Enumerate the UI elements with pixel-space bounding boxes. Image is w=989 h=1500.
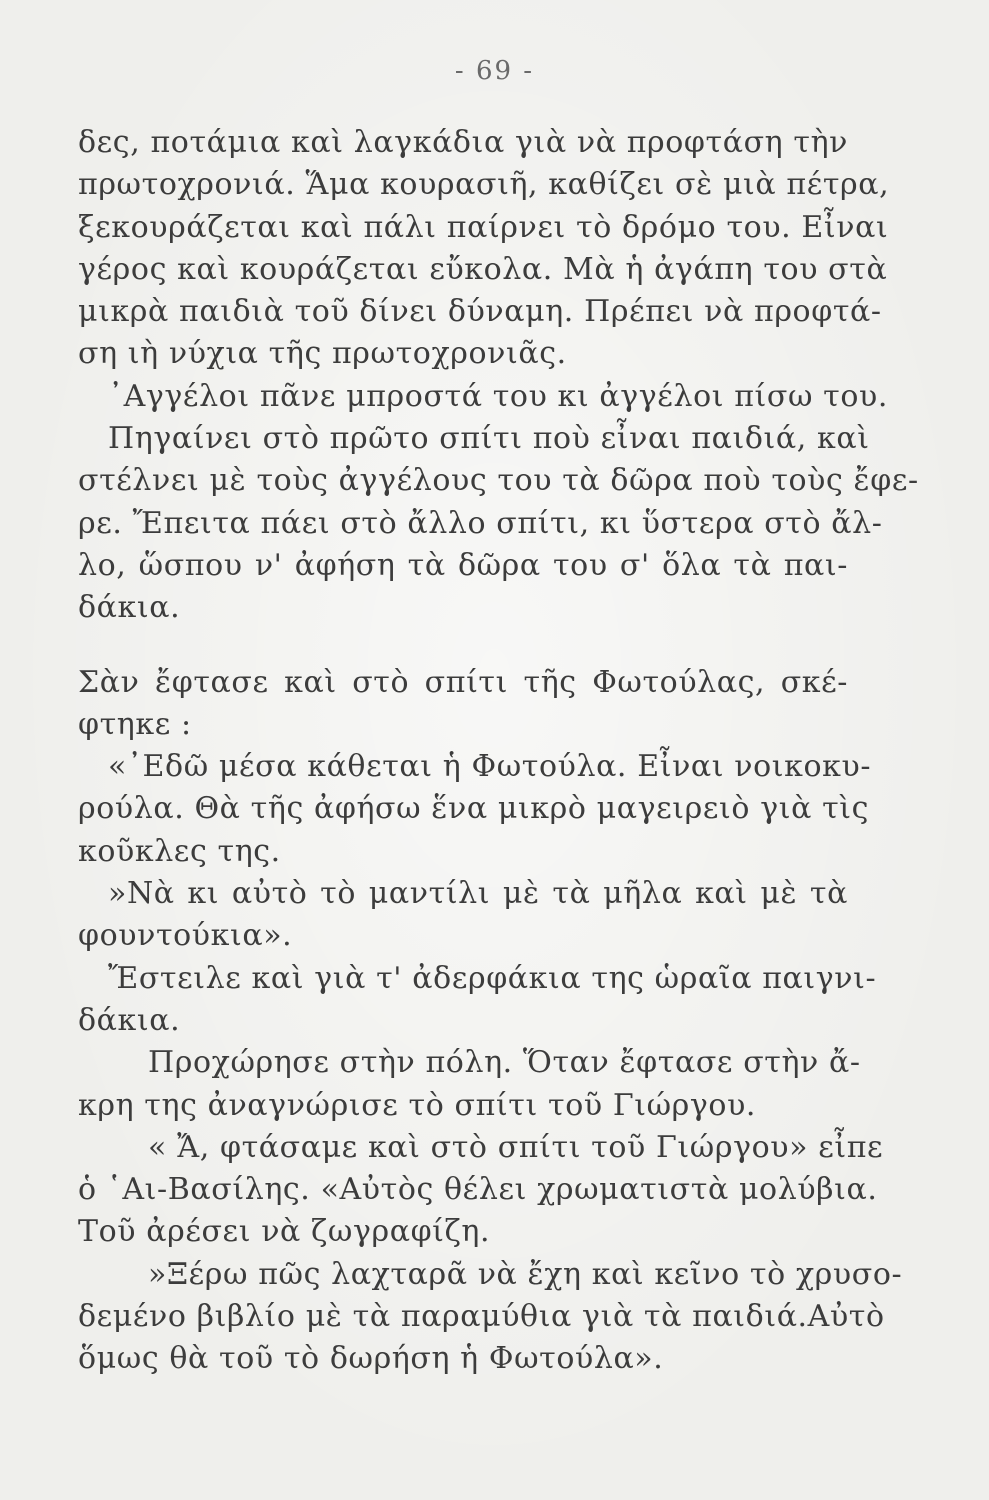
paragraph-gap [78, 630, 848, 662]
text-line: ρε. Ἔπειτα πάει στὸ ἄλλο σπίτι, κι ὕστερα στὸ ἄλ- [78, 505, 883, 541]
text-line: δάκια. [78, 1002, 181, 1038]
text-line: δεμένο βιβλίο μὲ τὰ παραμύθια γιὰ τὰ παιδιά.Αὐτὸ [78, 1299, 885, 1335]
page-number: - 69 - [454, 56, 535, 86]
text-line: ὁ ῾Αι-Βασίλης. «Αὐτὸς θέλει χρωματιστὰ μολύβια. [78, 1172, 878, 1208]
text-line: μικρὰ παιδιὰ τοῦ δίνει δύναμη. Πρέπει νὰ προφτά- [78, 294, 882, 330]
text-line: «᾽Εδῶ μέσα κάθεται ἡ Φωτούλα. Εἶναι νοικοκυ- [108, 749, 872, 785]
text-line: ὅμως θὰ τοῦ τὸ δωρήση ἡ Φωτούλα». [78, 1341, 664, 1377]
text-line: Προχώρησε στὴν πόλη. Ὅταν ἔφτασε στὴν ἄ- [148, 1045, 861, 1081]
text-line: στέλνει μὲ τοὺς ἀγγέλους του τὰ δῶρα ποὺ τοὺς ἔφε- [78, 463, 919, 499]
text-line: πρωτοχρονιά. Ἅμα κουρασιῆ, καθίζει σὲ μιὰ πέτρα, [78, 167, 890, 203]
text-line: ρούλα. Θὰ τῆς ἀφήσω ἕνα μικρὸ μαγειρειὸ γιὰ τὶς [78, 791, 870, 827]
text-line: φτηκε : [78, 706, 192, 742]
text-line: δάκια. [78, 590, 181, 626]
text-line: Ἔστειλε καὶ γιὰ τ' ἀδερφάκια της ὡραῖα παιγνι- [108, 960, 877, 996]
text-line: Τοῦ ἀρέσει νὰ ζωγραφίζη. [78, 1214, 491, 1250]
text-line: »Νὰ κι αὐτὸ τὸ μαντίλι μὲ τὰ μῆλα καὶ μὲ τὰ [108, 876, 848, 912]
text-line: Σὰν ἔφτασε καὶ στὸ σπίτι τῆς Φωτούλας, σκέ- [78, 664, 848, 700]
text-line: λο, ὥσπου ν' ἀφήση τὰ δῶρα του σ' ὅλα τὰ παι- [78, 547, 848, 583]
text-line: « Ἄ, φτάσαμε καὶ στὸ σπίτι τοῦ Γιώργου» εἶπε [148, 1129, 884, 1165]
text-line: ξεκουράζεται καὶ πάλι παίρνει τὸ δρόμο του. Εἶναι [78, 209, 889, 245]
text-line: »Ξέρω πῶς λαχταρᾶ νὰ ἔχη καὶ κεῖνο τὸ χρυσο- [148, 1256, 903, 1292]
text-line: Πηγαίνει στὸ πρῶτο σπίτι ποὺ εἶναι παιδιά, καὶ [108, 421, 870, 457]
text-line: φουντούκια». [78, 918, 293, 954]
text-line: ση ιὴ νύχια τῆς πρωτοχρονιᾶς. [78, 336, 567, 372]
text-line: ᾽Αγγέλοι πᾶνε μπροστά του κι ἀγγέλοι πίσω του. [108, 378, 889, 414]
body-text [78, 122, 919, 1381]
text-line: κοῦκλες της. [78, 833, 281, 869]
text-line: δες, ποτάμια καὶ λαγκάδια γιὰ νὰ προφτάση τὴν [78, 125, 848, 160]
text-line: γέρος καὶ κουράζεται εὔκολα. Μὰ ἡ ἀγάπη του στὰ [78, 251, 888, 287]
text-line: κρη της ἀναγνώρισε τὸ σπίτι τοῦ Γιώργου. [78, 1087, 757, 1123]
